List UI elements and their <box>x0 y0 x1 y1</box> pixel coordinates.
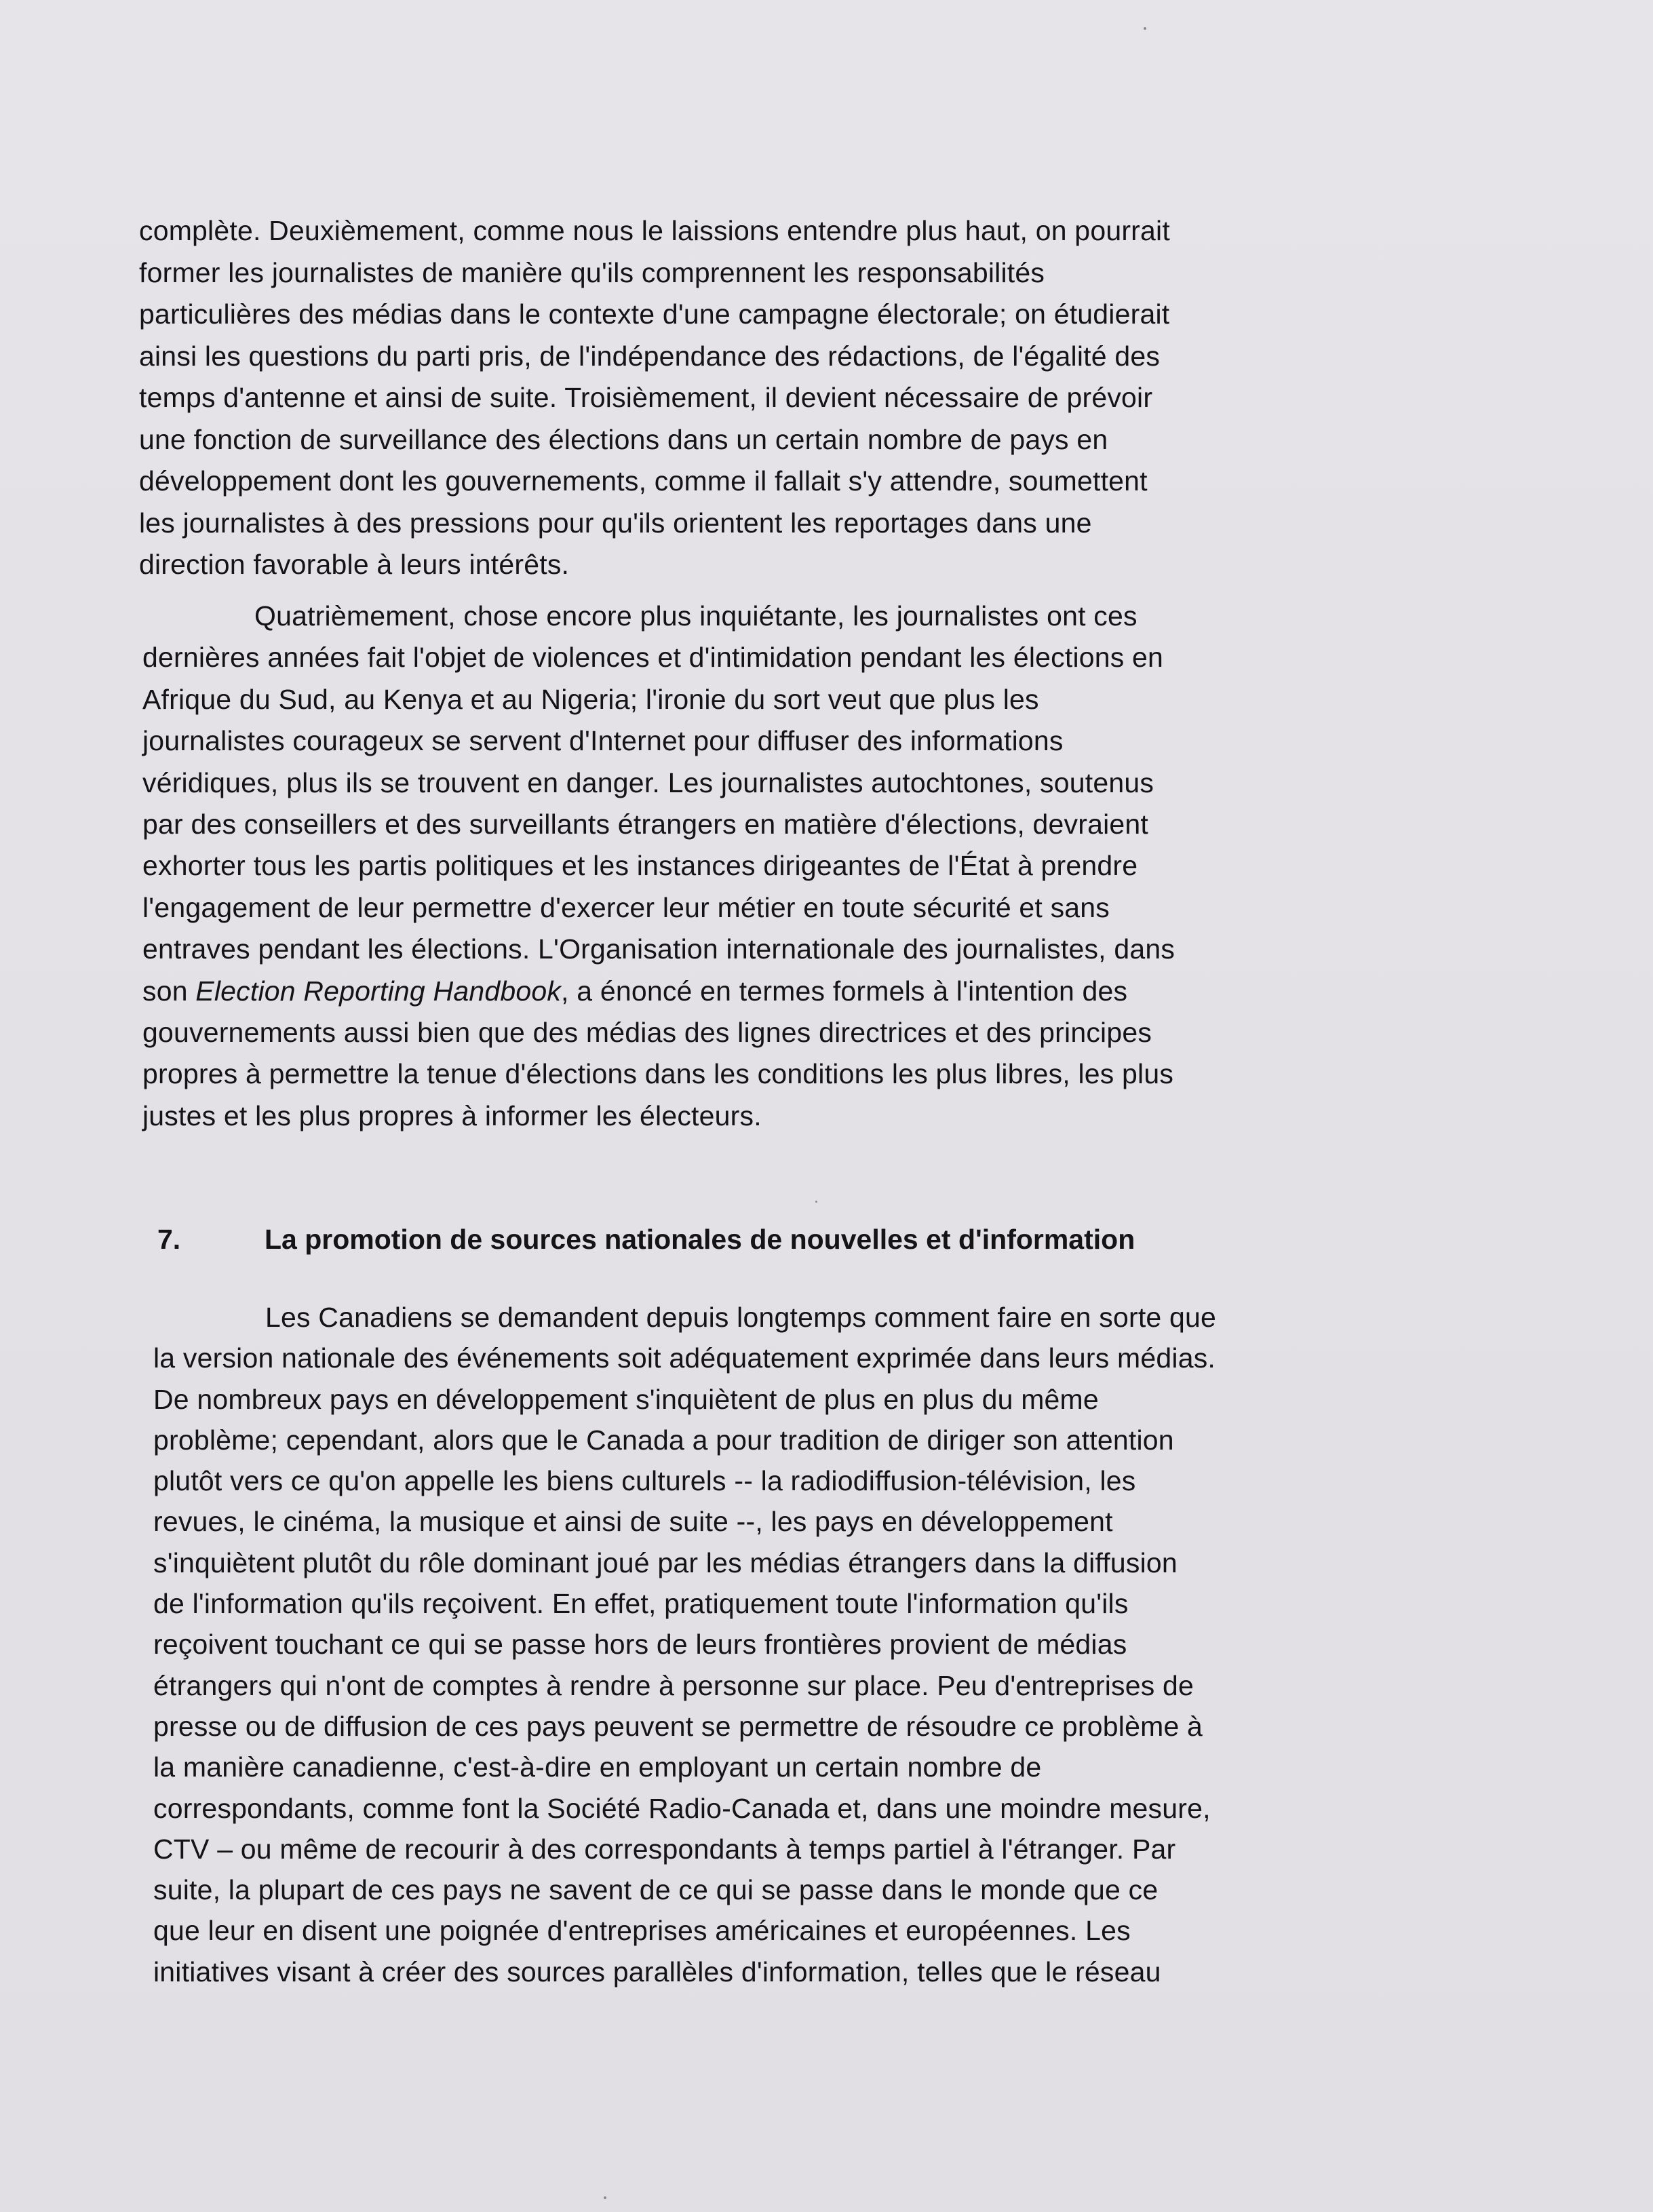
paragraph-line: presse ou de diffusion de ces pays peuvent se permettre de résoudre ce problème à <box>153 1710 1203 1742</box>
paragraph-line: gouvernements aussi bien que des médias des lignes directrices et des principes <box>142 1017 1152 1049</box>
paragraph-line: une fonction de surveillance des élections dans un certain nombre de pays en <box>139 423 1108 455</box>
paragraph-line: justes et les plus propres à informer les électeurs. <box>142 1100 762 1131</box>
paragraph-line: l'engagement de leur permettre d'exercer leur métier en toute sécurité et sans <box>142 891 1110 923</box>
paragraph-line: initiatives visant à créer des sources parallèles d'information, telles que le réseau <box>153 1956 1161 1987</box>
line-prefix: son <box>142 975 196 1007</box>
paragraph-line: la manière canadienne, c'est-à-dire en employant un certain nombre de <box>153 1751 1042 1783</box>
paragraph-line: direction favorable à leurs intérêts. <box>139 549 570 580</box>
paragraph-line: former les journalistes de manière qu'ils comprennent les responsabilités <box>139 256 1045 288</box>
paragraph-line: reçoivent touchant ce qui se passe hors de leurs frontières provient de médias <box>153 1629 1127 1661</box>
paragraph-line: temps d'antenne et ainsi de suite. Troisièmement, il devient nécessaire de prévoir <box>139 382 1153 413</box>
scan-speck <box>815 1201 817 1203</box>
paragraph-line: revues, le cinéma, la musique et ainsi de suite --, les pays en développement <box>153 1506 1113 1538</box>
paragraph-line: que leur en disent une poignée d'entreprises américaines et européennes. Les <box>153 1915 1131 1947</box>
paragraph-line: problème; cependant, alors que le Canada a pour tradition de diriger son attention <box>153 1424 1174 1456</box>
paragraph-2 <box>142 596 1499 1137</box>
paragraph-line: Afrique du Sud, au Kenya et au Nigeria; l'ironie du sort veut que plus les <box>142 683 1039 715</box>
paragraph-line: développement dont les gouvernements, comme il fallait s'y attendre, soumettent <box>139 465 1148 497</box>
paragraph-line: plutôt vers ce qu'on appelle les biens culturels -- la radiodiffusion-télévision, les <box>153 1465 1136 1497</box>
paragraph-line: Les Canadiens se demandent depuis longtemps comment faire en sorte que <box>265 1302 1217 1333</box>
paragraph-line: CTV – ou même de recourir à des correspondants à temps partiel à l'étranger. Par <box>153 1833 1176 1865</box>
paragraph-line-with-title <box>142 971 1499 1012</box>
paragraph-line: dernières années fait l'objet de violences et d'intimidation pendant les élections en <box>142 642 1164 674</box>
paragraph-line: particulières des médias dans le contexte d'une campagne électorale; on étudierait <box>139 298 1170 330</box>
paragraph-3 <box>153 1297 1510 1992</box>
paragraph-line: étrangers qui n'ont de comptes à rendre à personne sur place. Peu d'entreprises de <box>153 1669 1194 1701</box>
paragraph-line: journalistes courageux se servent d'Internet pour diffuser des informations <box>142 725 1064 757</box>
paragraph-line: par des conseillers et des surveillants étrangers en matière d'élections, devraient <box>142 809 1148 840</box>
paragraph-line: suite, la plupart de ces pays ne savent de ce qui se passe dans le monde que ce <box>153 1874 1159 1906</box>
paragraph-line: propres à permettre la tenue d'élections dans les conditions les plus libres, les plus <box>142 1058 1174 1090</box>
section-title: La promotion de sources nationales de nouvelles et d'information <box>265 1224 1135 1255</box>
paragraph-line: Quatrièmement, chose encore plus inquiétante, les journalistes ont ces <box>254 600 1137 632</box>
line-suffix: , a énoncé en termes formels à l'intention des <box>561 975 1128 1007</box>
paragraph-1 <box>139 210 1496 586</box>
section-number: 7. <box>157 1224 181 1255</box>
scan-speck <box>1144 27 1146 30</box>
scan-speck <box>604 2196 606 2199</box>
handbook-title: Election Reporting Handbook <box>195 975 562 1007</box>
paragraph-line: s'inquiètent plutôt du rôle dominant joué par les médias étrangers dans la diffusion <box>153 1547 1178 1578</box>
paragraph-line: de l'information qu'ils reçoivent. En effet, pratiquement toute l'information qu'ils <box>153 1588 1129 1620</box>
paragraph-line: véridiques, plus ils se trouvent en danger. Les journalistes autochtones, soutenus <box>142 767 1154 798</box>
paragraph-line: les journalistes à des pressions pour qu'ils orientent les reportages dans une <box>139 507 1092 539</box>
paragraph-line: ainsi les questions du parti pris, de l'indépendance des rédactions, de l'égalité des <box>139 340 1161 372</box>
paragraph-line: De nombreux pays en développement s'inquiètent de plus en plus du même <box>153 1383 1099 1415</box>
paragraph-line: entraves pendant les élections. L'Organisation internationale des journalistes, dans <box>142 933 1175 965</box>
paragraph-line: la version nationale des événements soit adéquatement exprimée dans leurs médias. <box>153 1342 1216 1374</box>
paragraph-line: exhorter tous les partis politiques et les instances dirigeantes de l'État à prendre <box>142 850 1138 882</box>
paragraph-line: correspondants, comme font la Société Radio-Canada et, dans une moindre mesure, <box>153 1792 1211 1824</box>
section-heading <box>157 1219 1135 1260</box>
paragraph-line: complète. Deuxièmement, comme nous le laissions entendre plus haut, on pourrait <box>139 215 1170 246</box>
